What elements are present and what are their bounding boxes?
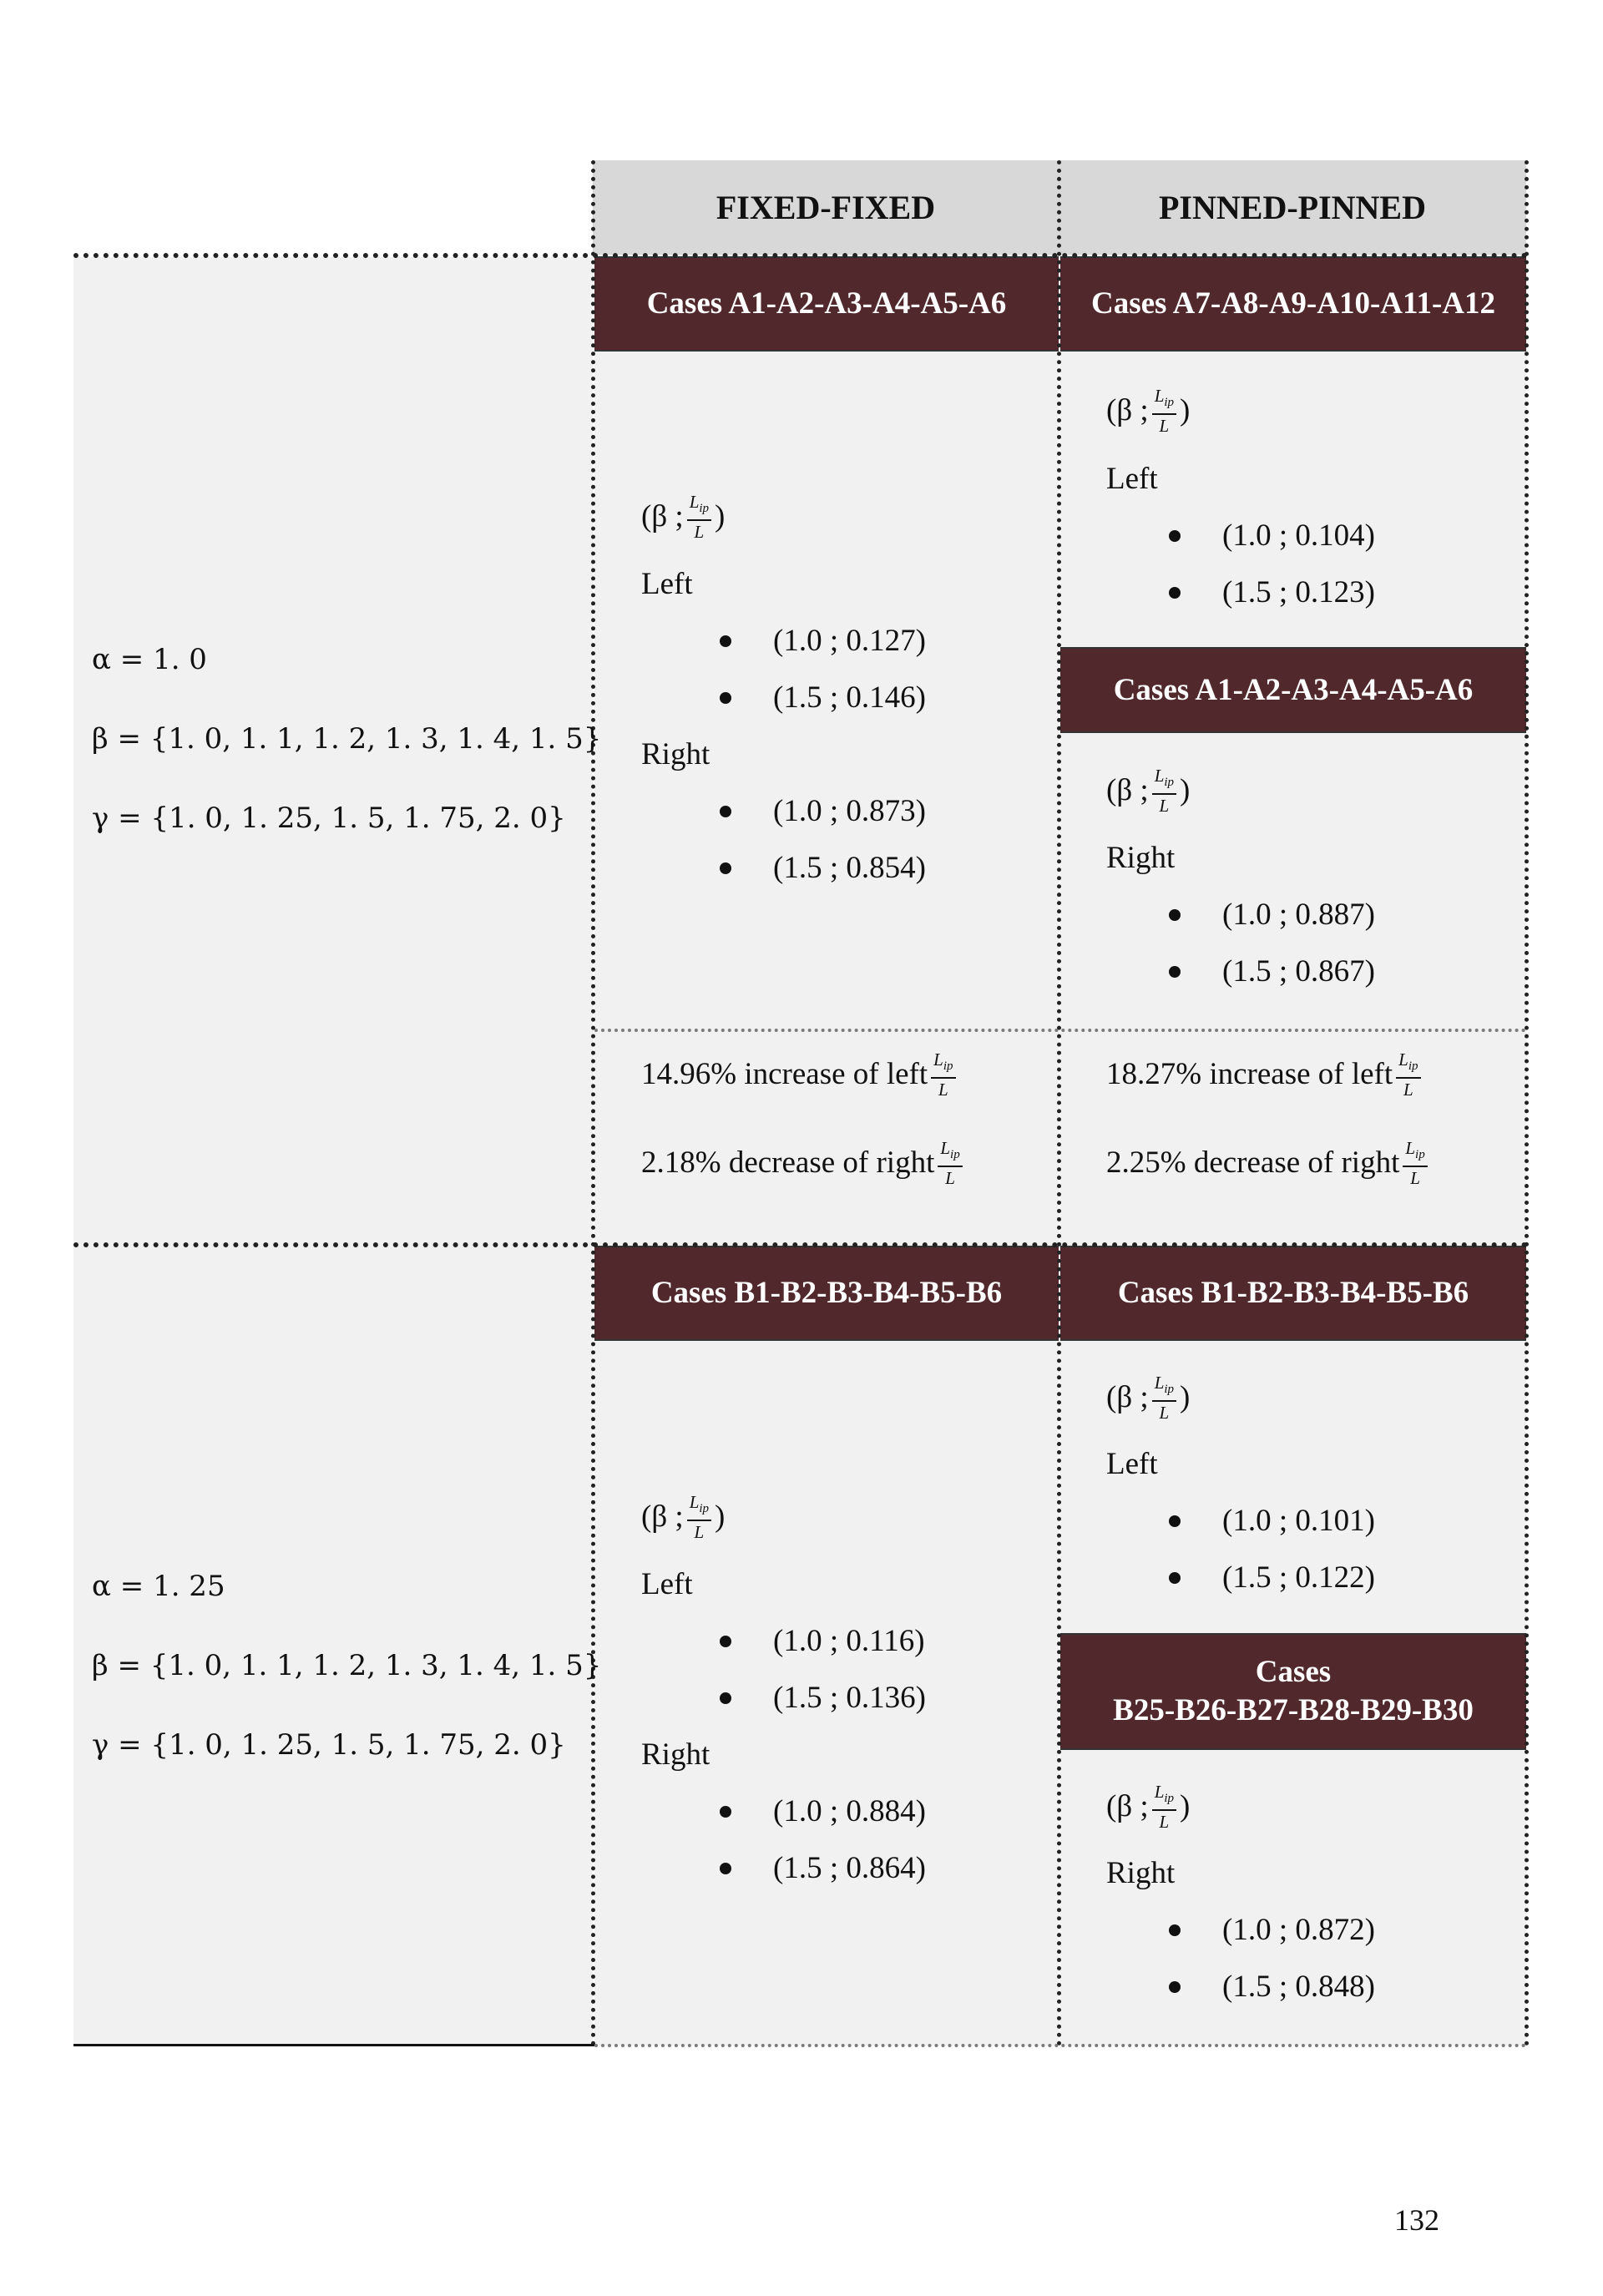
list-item: (1.5 ; 0.867) (1169, 953, 1375, 990)
row1-fixed-right-label: Right (641, 737, 710, 771)
page-number: 132 (1394, 2203, 1439, 2237)
row2-pinned-right-pair-header: (β ; $\frac{L_{ip}}{L}$ ) (1106, 1782, 1191, 1833)
fraction-lip-over-l: $\frac{L_{ip}}{L}$ (687, 1493, 711, 1541)
row1-pinned-left-label: Left (1106, 462, 1158, 496)
case-banner-b1-b6-pinned: Cases B1-B2-B3-B4-B5-B6 (1060, 1246, 1526, 1341)
row2-fixed-pair-header: (β ; $\frac{L_{ip}}{L}$ ) (641, 1492, 726, 1543)
list-item: (1.5 ; 0.864) (720, 1850, 926, 1887)
row2-pinned-left-label: Left (1106, 1447, 1158, 1481)
row1-beta: β = {1. 0, 1. 1, 1. 2, 1. 3, 1. 4, 1. 5} (92, 722, 602, 756)
row2-fixed-right-label: Right (641, 1737, 710, 1772)
fraction-lip-over-l: $\frac{L_{ip}}{L}$ (1152, 1783, 1176, 1831)
header-pinned-pinned (1059, 160, 1526, 255)
row1-gamma: γ = {1. 0, 1. 25, 1. 5, 1. 75, 2. 0} (92, 802, 566, 835)
fraction-lip-over-l: $\frac{L_{ip}}{L}$ (1396, 1050, 1420, 1099)
grid-hline-row-divider (73, 1242, 1528, 1247)
fraction-lip-over-l: $\frac{L_{ip}}{L}$ (931, 1050, 955, 1099)
row2-fixed-left-label: Left (641, 1567, 693, 1601)
fraction-lip-over-l: $\frac{L_{ip}}{L}$ (687, 493, 711, 541)
list-item: (1.5 ; 0.122) (1169, 1560, 1375, 1596)
list-item: (1.0 ; 0.116) (720, 1623, 925, 1660)
row1-pinned-right-label: Right (1106, 841, 1176, 875)
row1-pinned-summary-decrease: 2.25% decrease of right $\frac{L_{ip}}{L}$ (1106, 1139, 1431, 1187)
grid-hline-summary (594, 1029, 1526, 1032)
row1-fixed-pair-header: (β ; $\frac{L_{ip}}{L}$ ) (641, 492, 726, 543)
grid-vline-right (1525, 160, 1529, 2047)
row2-alpha: α = 1. 25 (92, 1570, 225, 1603)
header-fixed-fixed (593, 160, 1059, 255)
row2-pinned-left-pair-header: (β ; $\frac{L_{ip}}{L}$ ) (1106, 1373, 1191, 1424)
fraction-lip-over-l: $\frac{L_{ip}}{L}$ (938, 1139, 962, 1187)
row1-fixed-left-label: Left (641, 567, 693, 601)
list-item: (1.5 ; 0.136) (720, 1680, 926, 1717)
row1-fixed-summary-increase: 14.96% increase of left $\frac{L_{ip}}{L}$ (641, 1050, 959, 1099)
header-fixed-label: FIXED-FIXED (716, 189, 936, 226)
list-item: (1.0 ; 0.127) (720, 623, 926, 660)
row1-alpha: α = 1. 0 (92, 643, 207, 676)
grid-vline-left (591, 160, 595, 2047)
row1-pinned-left-pair-header: (β ; $\frac{L_{ip}}{L}$ ) (1106, 386, 1191, 437)
grid-vline-mid (1057, 160, 1061, 2047)
list-item: (1.0 ; 0.873) (720, 793, 926, 830)
fraction-lip-over-l: $\frac{L_{ip}}{L}$ (1403, 1139, 1427, 1187)
row2-params-cell (73, 1244, 593, 2046)
case-banner-b1-b6-fixed: Cases B1-B2-B3-B4-B5-B6 (594, 1246, 1059, 1341)
list-item: (1.0 ; 0.887) (1169, 897, 1375, 933)
list-item: (1.5 ; 0.146) (720, 680, 926, 716)
row1-pinned-summary-increase: 18.27% increase of left $\frac{L_{ip}}{L}$ (1106, 1050, 1424, 1099)
list-item: (1.0 ; 0.872) (1169, 1912, 1375, 1949)
fraction-lip-over-l: $\frac{L_{ip}}{L}$ (1152, 387, 1176, 435)
fraction-lip-over-l: $\frac{L_{ip}}{L}$ (1152, 1373, 1176, 1422)
grid-hline-bottom-solid (73, 2044, 594, 2046)
list-item: (1.0 ; 0.104) (1169, 518, 1375, 554)
row1-fixed-summary-decrease: 2.18% decrease of right $\frac{L_{ip}}{L}$ (641, 1139, 966, 1187)
fraction-lip-over-l: $\frac{L_{ip}}{L}$ (1152, 766, 1176, 815)
case-banner-b25-b30-pinned: Cases B25-B26-B27-B28-B29-B30 (1060, 1633, 1526, 1750)
row2-beta: β = {1. 0, 1. 1, 1. 2, 1. 3, 1. 4, 1. 5} (92, 1649, 602, 1682)
header-pinned-label: PINNED-PINNED (1159, 189, 1426, 226)
row1-pinned-right-pair-header: (β ; $\frac{L_{ip}}{L}$ ) (1106, 766, 1191, 817)
case-banner-a1-a6-pinned: Cases A1-A2-A3-A4-A5-A6 (1060, 647, 1526, 733)
list-item: (1.0 ; 0.884) (720, 1793, 926, 1830)
case-banner-a1-a6-fixed: Cases A1-A2-A3-A4-A5-A6 (594, 256, 1059, 351)
list-item: (1.5 ; 0.854) (720, 850, 926, 887)
list-item: (1.5 ; 0.848) (1169, 1969, 1375, 2005)
case-banner-a7-a12-pinned: Cases A7-A8-A9-A10-A11-A12 (1060, 256, 1526, 351)
grid-hline-bottom (594, 2044, 1526, 2047)
row2-gamma: γ = {1. 0, 1. 25, 1. 5, 1. 75, 2. 0} (92, 1728, 566, 1762)
row2-pinned-right-label: Right (1106, 1856, 1176, 1890)
grid-hline-top (73, 253, 1528, 258)
list-item: (1.5 ; 0.123) (1169, 574, 1375, 611)
list-item: (1.0 ; 0.101) (1169, 1503, 1375, 1540)
